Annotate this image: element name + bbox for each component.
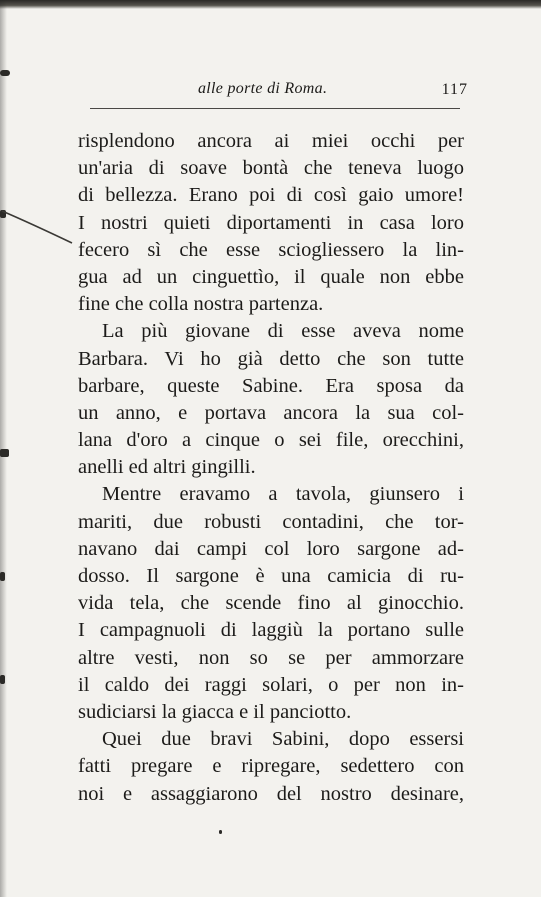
text-line: I nostri quieti diportamenti in casa loro [78, 211, 464, 234]
text-line: il caldo dei raggi solari, o per non in- [78, 673, 464, 696]
text-line: vida tela, che scende fino al ginocchio. [78, 592, 464, 615]
text-line: noi e assaggiarono del nostro desinare, [78, 782, 464, 805]
text-line: fine che colla nostra partenza. [78, 293, 324, 316]
text-line: un'aria di soave bontà che teneva luogo [78, 157, 464, 180]
text-line: Mentre eravamo a tavola, giunsero i [102, 483, 464, 506]
binding-ink-mark [0, 675, 5, 684]
text-line: Barbara. Vi ho già detto che son tutte [78, 347, 464, 370]
page-header [78, 80, 468, 104]
binding-ink-mark [0, 449, 9, 457]
page-number: 117 [441, 81, 468, 98]
text-line: un anno, e portava ancora la sua col- [78, 401, 464, 424]
text-line: anelli ed altri gingilli. [78, 456, 256, 479]
text-line: sudiciarsi la giacca e il panciotto. [78, 700, 352, 723]
page-top-edge-shadow [0, 0, 541, 9]
text-line: risplendono ancora ai miei occhi per [78, 130, 464, 152]
text-line: barbare, queste Sabine. Era sposa da [78, 374, 464, 397]
text-line: fatti pregare e ripregare, sedettero con [78, 755, 464, 778]
binding-ink-mark [0, 70, 10, 76]
text-line: Quei due bravi Sabini, dopo essersi [102, 728, 464, 751]
pencil-stroke [0, 205, 80, 255]
body-text [78, 128, 464, 808]
text-line: lana d'oro a cinque o sei file, orecchini, [78, 429, 464, 452]
stray-dot [219, 830, 222, 834]
text-line: fecero sì che esse sciogliessero la lin- [78, 238, 464, 261]
running-title: alle porte di Roma. [198, 80, 328, 97]
text-line: I campagnuoli di laggiù la portano sulle [78, 619, 464, 642]
header-rule [90, 108, 460, 109]
text-line: La più giovane di esse aveva nome [102, 320, 464, 343]
text-line: mariti, due robusti contadini, che tor- [78, 510, 464, 533]
text-line: dosso. Il sargone è una camicia di ru- [78, 565, 464, 587]
text-line: navano dai campi col loro sargone ad- [78, 537, 464, 560]
binding-ink-mark [0, 572, 5, 581]
text-line: gua ad un cinguettìo, il quale non ebbe [78, 265, 464, 288]
text-line: di bellezza. Erano poi di così gaio umore! [78, 184, 464, 207]
text-line: altre vesti, non so se per ammorzare [78, 646, 464, 669]
